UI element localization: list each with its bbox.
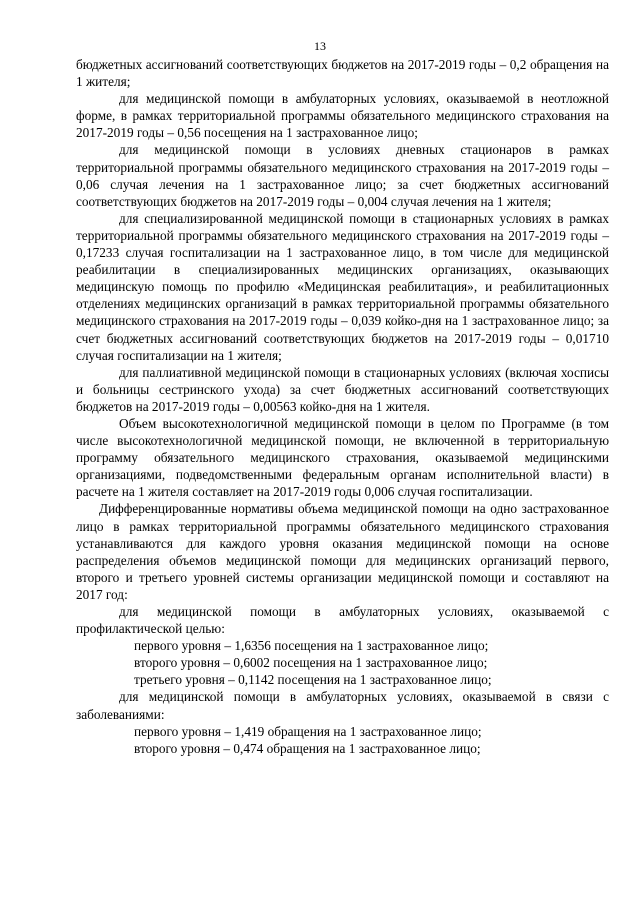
- paragraph: для медицинской помощи в амбулаторных условиях, оказываемой с профилактической целью:: [76, 604, 609, 637]
- paragraph: для медицинской помощи в амбулаторных условиях, оказываемой в неотложной форме, в рамках территориальной программы обязательного медицинского страхования на 2017-2019 годы – 0,56 посещения на 1 застрахованное лицо;: [76, 91, 609, 141]
- paragraph: бюджетных ассигнований соответствующих бюджетов на 2017-2019 годы – 0,2 обращения на 1 жителя;: [76, 57, 609, 90]
- list-item: второго уровня – 0,6002 посещения на 1 застрахованное лицо;: [134, 655, 488, 671]
- list-item: третьего уровня – 0,1142 посещения на 1 застрахованное лицо;: [134, 672, 492, 688]
- paragraph: для специализированной медицинской помощи в стационарных условиях в рамках территориальной программы обязательного медицинского страхования на 2017-2019 годы – 0,17233 случая госпитализации на 1 застрахованное лицо, в том числе для медицинской реабилитации в специализированных медицинских организациях, оказывающих медицинскую помощь по профилю «Медицинская реабилитация», и реабилитационных отделениях медицинских организаций в рамках территориальной программы обязательного медицинского страхования на 2017-2019 годы – 0,039 койко-дня на 1 застрахованное лицо; за счет бюджетных ассигнований соответствующих бюджетов на 2017-2019 годы – 0,01710 случая госпитализации на 1 жителя;: [76, 210, 609, 363]
- paragraph: для паллиативной медицинской помощи в стационарных условиях (включая хосписы и больницы сестринского ухода) за счет бюджетных ассигнований соответствующих бюджетов на 2017-2019 годы – 0,00563 койко-дня на 1 жителя.: [76, 364, 609, 414]
- list-item: второго уровня – 0,474 обращения на 1 застрахованное лицо;: [134, 740, 481, 756]
- paragraph: для медицинской помощи в амбулаторных условиях, оказываемой в связи с заболеваниями:: [76, 689, 609, 722]
- list-item: первого уровня – 1,419 обращения на 1 застрахованное лицо;: [134, 723, 482, 739]
- list-item: первого уровня – 1,6356 посещения на 1 застрахованное лицо;: [134, 638, 489, 654]
- page-number: 13: [314, 39, 326, 53]
- paragraph: Объем высокотехнологичной медицинской помощи в целом по Программе (в том числе высокотехнологичной медицинской помощи, не включенной в территориальную программу обязательного медицинского страхования, оказываемой медицинскими организациями, подведомственными федеральным органам исполнительной власти) в расчете на 1 жителя составляет на 2017-2019 годы 0,006 случая госпитализации.: [76, 415, 609, 500]
- paragraph: Дифференцированные нормативы объема медицинской помощи на одно застрахованное лицо в рамках территориальной программы обязательного медицинского страхования устанавливаются для каждого уровня оказания медицинской помощи на основе распределения объемов медицинской помощи для медицинских организаций первого, второго и третьего уровней системы организации медицинской помощи и составляют на 2017 год:: [76, 501, 609, 602]
- paragraph: для медицинской помощи в условиях дневных стационаров в рамках территориальной программы обязательного медицинского страхования на 2017-2019 годы – 0,06 случая лечения на 1 застрахованное лицо; за счет бюджетных ассигнований соответствующих бюджетов на 2017-2019 годы – 0,004 случая лечения на 1 жителя;: [76, 142, 609, 209]
- document-body: [76, 56, 609, 757]
